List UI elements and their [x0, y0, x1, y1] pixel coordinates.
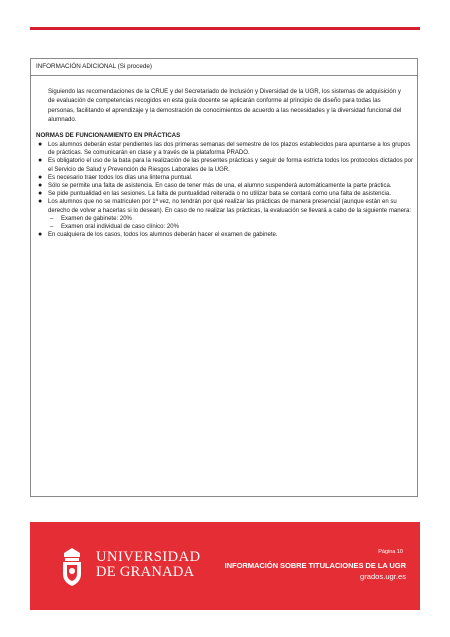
section-title: INFORMACIÓN ADICIONAL (Si procede)	[31, 59, 417, 76]
bullet-icon: ●	[38, 231, 43, 239]
sub-list-item: – Examen de gabinete: 20%	[50, 215, 132, 222]
list-item: ● Sólo se permite una falta de asistencia. En caso de tener más de una, el alumno suspenderá automáticamente la parte práctica.	[38, 182, 392, 190]
list-item: ● En cualquiera de los casos, todos los alumnos deberán hacer el examen de gabinete.	[38, 231, 278, 239]
bullet-icon: ●	[38, 182, 43, 190]
list-item: ● Se pide puntualidad en las sesiones. La falta de puntualidad reiterada o no utilizar bata se contará como una falta de asistencia.	[38, 190, 391, 198]
list-item: ● Es obligatorio el uso de la bata para la realización de las presentes prácticas y seguir de forma estricta todos los protocolos dictados por el Servicio de Salud y Prevención de Riesgos Laborales de la UGR.	[38, 157, 414, 173]
intro-paragraph: Siguiendo las recomendaciones de la CRUE y del Secretariado de Inclusión y Diversidad de la UGR, los sistemas de adquisición y de evaluación de competencias recogidos en esta guía docente se aplicarán conforme al principio de diseño para todas las personas, facilitando el aprendizaje y la demostración de conocimientos de acuerdo a las necesidades y la diversidad funcional del alumnado.	[48, 88, 402, 124]
top-red-rule	[30, 27, 420, 30]
bullet-icon: ●	[38, 173, 43, 181]
additional-info-box	[30, 58, 418, 497]
list-item: ● Los alumnos que no se matriculen por 1ª vez, no tendrán por qué realizar las prácticas de manera presencial (aunque están en su derecho de volver a hacerlas si lo desean). En caso de no realizar las prácticas, la evaluación se llevará a cabo de la siguiente manera: – Examen de gabinete: 20% – Examen oral individual de caso clínico: 20%	[36, 198, 418, 231]
degree-info-title: INFORMACIÓN SOBRE TITULACIONES DE LA UGR	[224, 561, 406, 570]
university-wordmark	[96, 550, 201, 580]
degree-info-block	[225, 561, 406, 581]
sub-list-item: – Examen oral individual de caso clínico: 20%	[50, 224, 179, 231]
university-name-line2: DE GRANADA	[96, 564, 195, 580]
norms-title: NORMAS DE FUNCIONAMIENTO EN PRÁCTICAS	[36, 132, 181, 139]
dash-icon: –	[50, 215, 54, 222]
degree-info-link[interactable]: grados.ugr.es	[359, 572, 406, 581]
norms-list	[36, 141, 418, 239]
bullet-icon: ●	[38, 198, 43, 206]
university-name-line1: UNIVERSIDAD	[96, 549, 201, 565]
list-item: ● Los alumnos deberán estar pendientes las dos primeras semanas del semestre de los plazos establecidos para apuntarse a los grupos de prácticas. Se comunicarán en clase y a través de la plataforma PRADO.	[38, 141, 411, 157]
dash-icon: –	[50, 224, 54, 231]
footer-banner	[30, 522, 420, 610]
page-number: Página 10	[378, 549, 403, 555]
evaluation-sublist	[48, 215, 418, 231]
bullet-icon: ●	[38, 190, 43, 198]
list-item: ● Es necesario traer todos los días una linterna puntual.	[38, 173, 193, 181]
university-crest-icon	[60, 547, 84, 587]
bullet-icon: ●	[38, 157, 43, 165]
bullet-icon: ●	[38, 141, 43, 148]
